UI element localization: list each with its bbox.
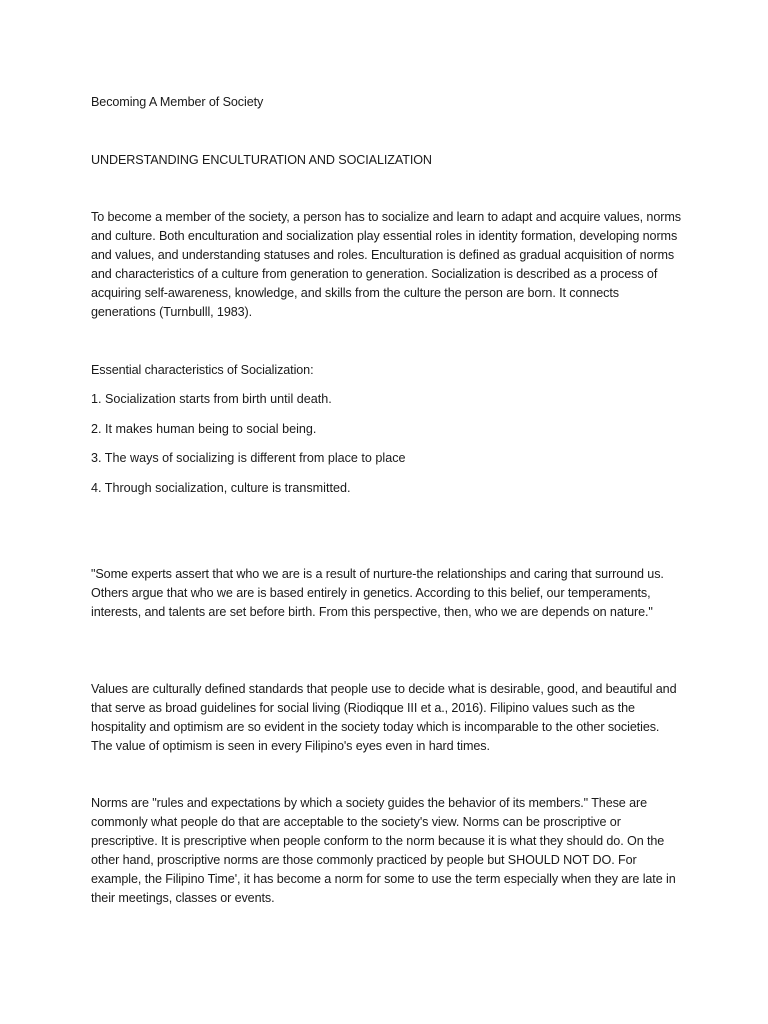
characteristics-list	[91, 390, 681, 508]
document-title: Becoming A Member of Society	[91, 95, 264, 109]
norms-paragraph: Norms are "rules and expectations by which a society guides the behavior of its members." These are commonly what people do that are acceptable to the society's view. Norms can be proscriptive or prescriptive. It is prescriptive when people conform to the norm because it is what they should do. On the other hand, proscriptive norms are those commonly practiced by people but SHOULD NOT DO. For example, the Filipino Time', it has become a norm for some to use the term especially when they are late in their meetings, classes or events.	[91, 796, 676, 905]
section-heading: UNDERSTANDING ENCULTURATION AND SOCIALIZATION	[91, 153, 432, 167]
characteristics-heading: Essential characteristics of Socialization:	[91, 363, 314, 377]
list-item: 3. The ways of socializing is different from place to place	[91, 451, 406, 465]
quote-paragraph: "Some experts assert that who we are is a result of nurture-the relationships and caring that surround us. Others argue that who we are is based entirely in genetics. According to this belief, our temperaments, interests, and talents are set before birth. From this perspective, then, who we are depends on nature."	[91, 567, 664, 619]
list-item: 1. Socialization starts from birth until death.	[91, 392, 332, 406]
intro-paragraph: To become a member of the society, a person has to socialize and learn to adapt and acquire values, norms and culture. Both enculturation and socialization play essential roles in identity formation, developing norms and values, and understanding statuses and roles. Enculturation is defined as gradual acquisition of norms and characteristics of a culture from generation to generation. Socialization is described as a process of acquiring self-awareness, knowledge, and skills from the culture the person are born. It connects generations (Turnbulll, 1983).	[91, 210, 681, 319]
values-paragraph: Values are culturally defined standards that people use to decide what is desirable, good, and beautiful and that serve as broad guidelines for social living (Riodiqque III et a., 2016). Filipino values such as the hospitality and optimism are so evident in the society today which is incomparable to the other societies. The value of optimism is seen in every Filipino's eyes even in hard times.	[91, 682, 677, 753]
list-item: 2. It makes human being to social being.	[91, 421, 317, 436]
list-item: 4. Through socialization, culture is transmitted.	[91, 480, 351, 495]
